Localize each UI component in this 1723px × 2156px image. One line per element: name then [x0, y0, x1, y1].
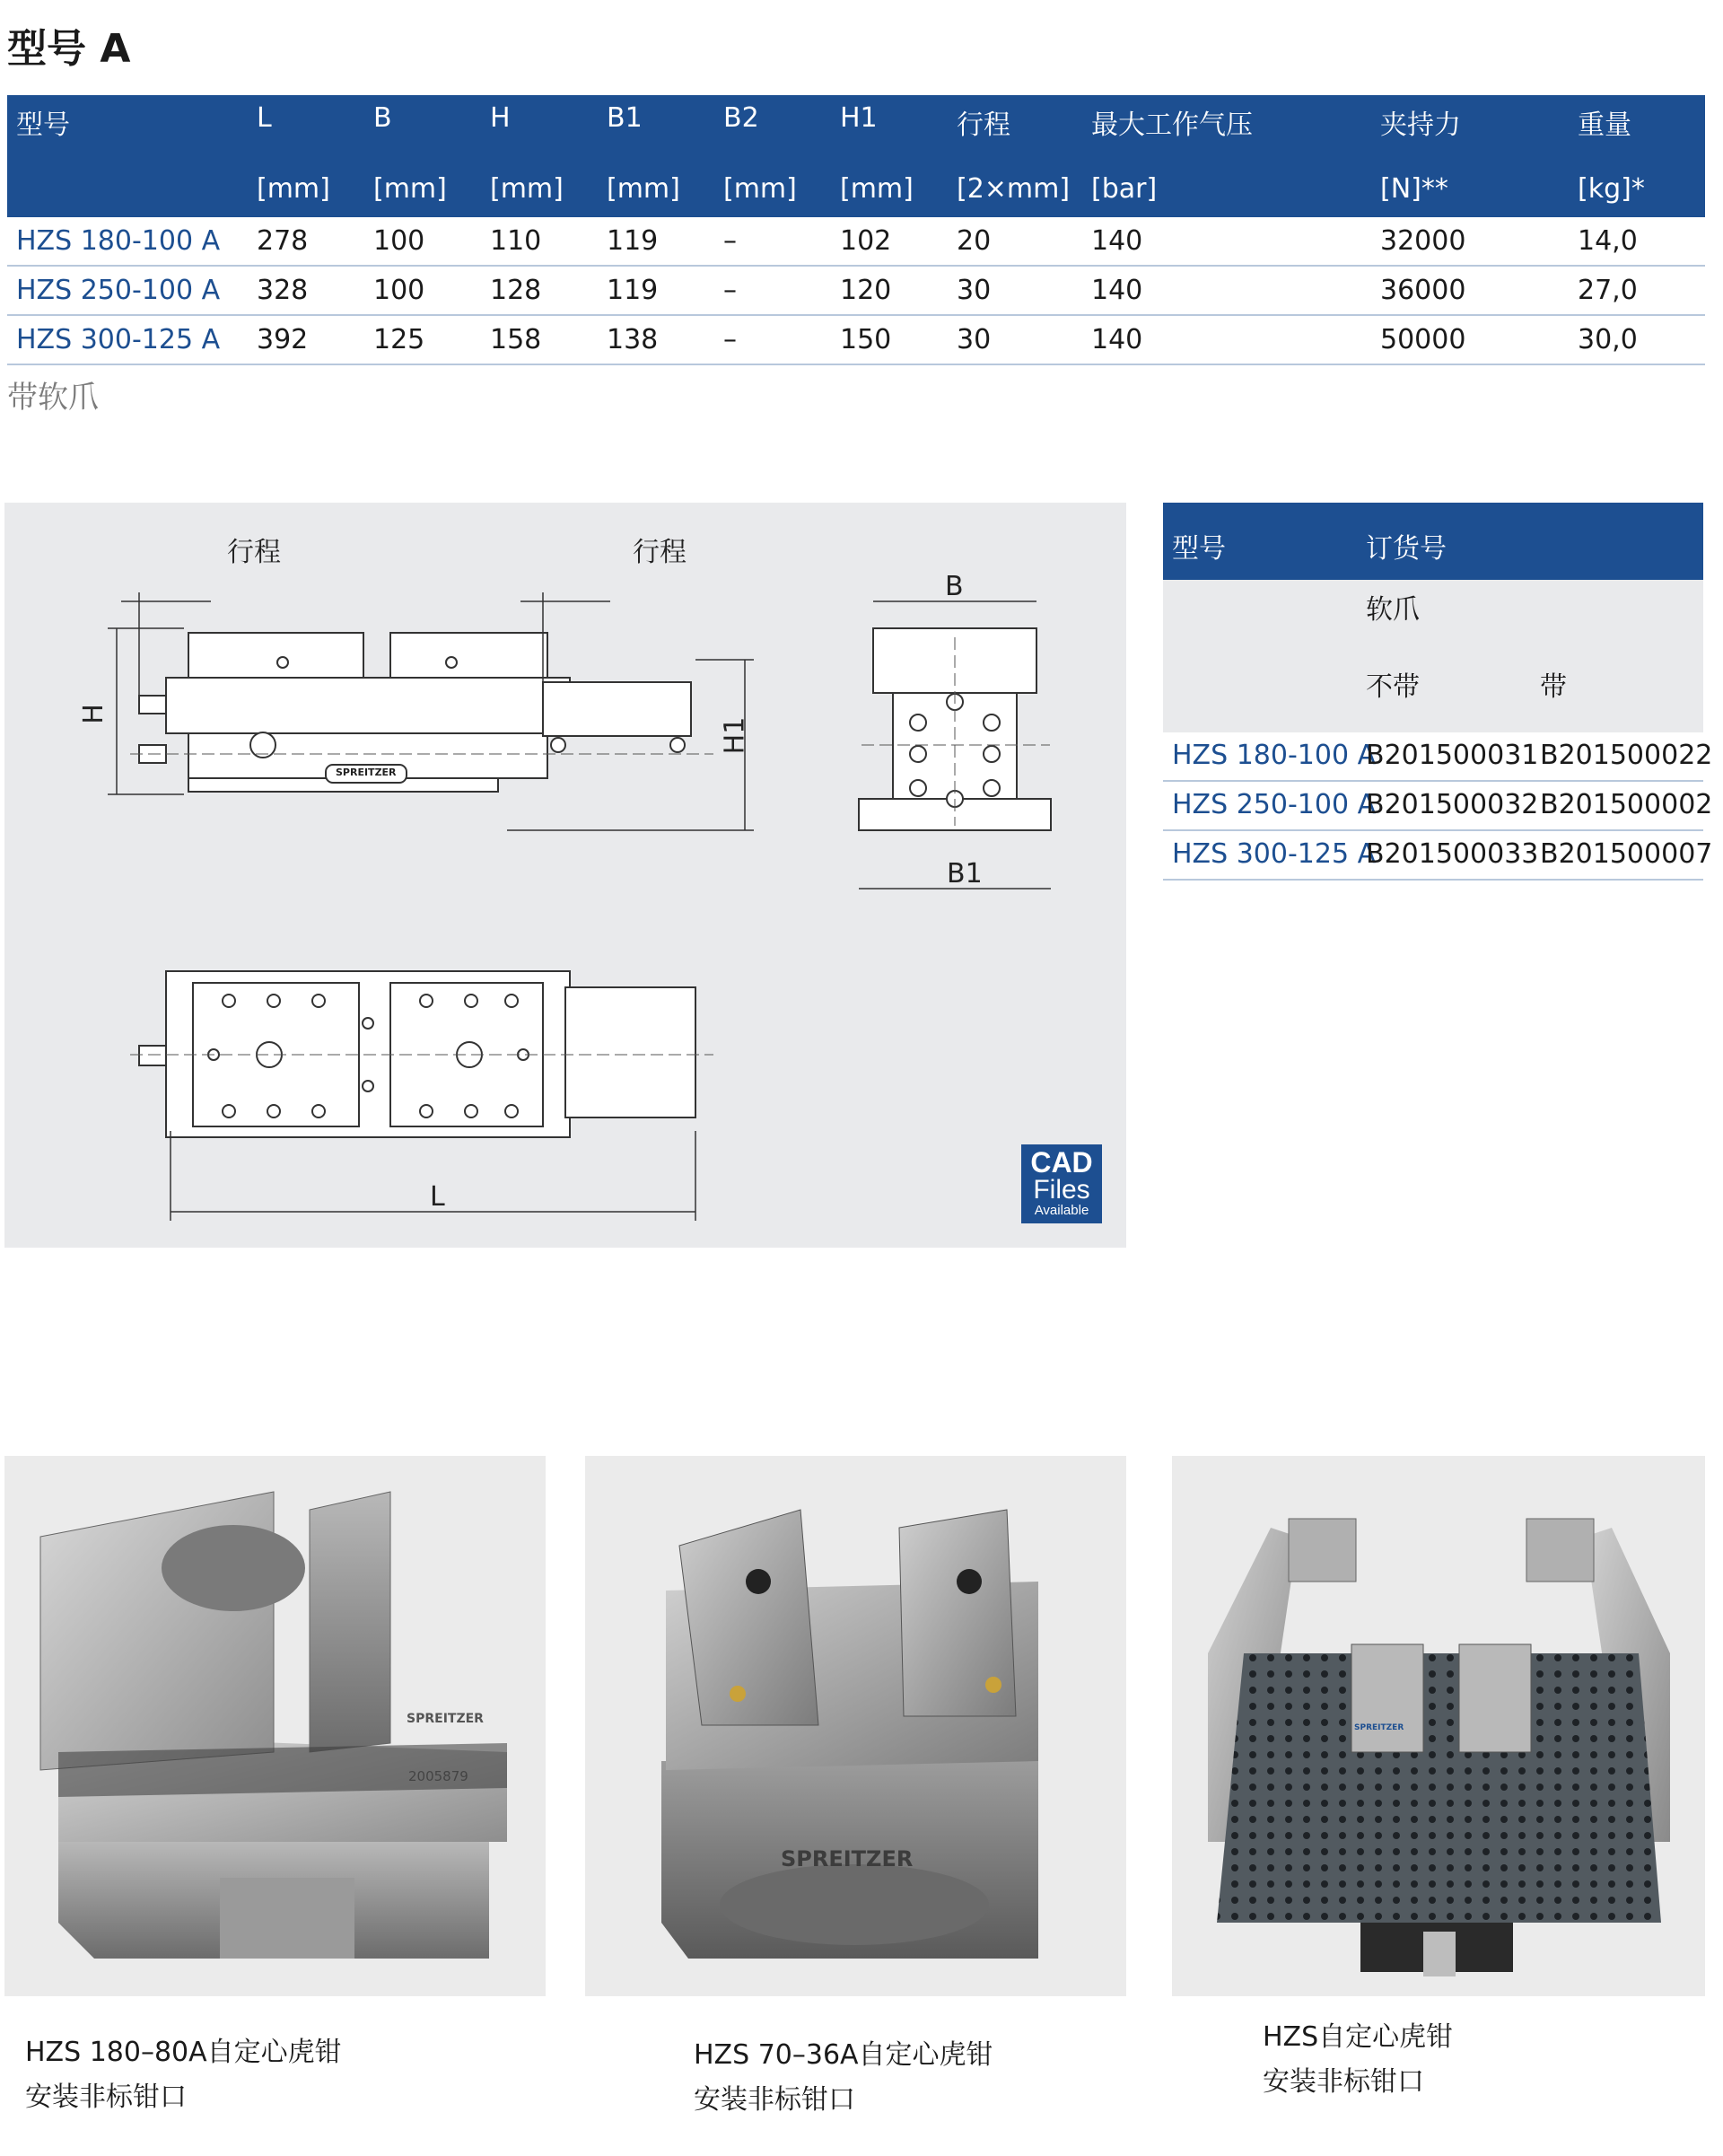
order-model: HZS 180-100 A — [1172, 740, 1377, 771]
page-title: 型号 A — [7, 26, 131, 72]
order-table — [1163, 503, 1713, 881]
order-number-without: B201500031 — [1366, 740, 1539, 771]
order-sub-without: 不带 — [1366, 671, 1420, 703]
model-cell: HZS 250-100 A — [7, 266, 248, 315]
col-header: 行程 — [948, 95, 1082, 160]
hole — [446, 657, 457, 668]
caption-line: 安装非标钳口 — [25, 2082, 187, 2113]
cylinder — [543, 682, 691, 736]
value-cell: 119 — [598, 266, 714, 315]
value-cell: 392 — [248, 315, 364, 364]
unit-header: [mm] — [364, 160, 481, 217]
value-cell: 119 — [598, 217, 714, 266]
order-number-without: B201500032 — [1366, 789, 1539, 820]
unit-header: [N]** — [1371, 160, 1569, 217]
hole — [670, 738, 685, 752]
value-cell: 100 — [364, 266, 481, 315]
unit-header: [mm] — [481, 160, 598, 217]
value-cell: 110 — [481, 217, 598, 266]
order-number-with: B201500002 — [1540, 789, 1713, 820]
order-row — [1163, 732, 1713, 782]
unit-header: [mm] — [598, 160, 714, 217]
col-header: H — [481, 95, 598, 160]
drawing-panel — [4, 503, 1126, 1248]
photo-serial-label: 2005879 — [408, 1768, 468, 1784]
cad-badge-line1: CAD — [1030, 1146, 1093, 1179]
hole — [551, 738, 565, 752]
col-header: B2 — [714, 95, 831, 160]
top-cylinder — [565, 987, 695, 1117]
table-row — [7, 315, 1705, 364]
col-header: B1 — [598, 95, 714, 160]
cad-badge-line3: Available — [1034, 1203, 1089, 1218]
photo-caption-2 — [694, 2033, 993, 2123]
value-cell: 20 — [948, 217, 1082, 266]
value-cell: 14,0 — [1569, 217, 1705, 266]
value-cell: 30 — [948, 266, 1082, 315]
jaw-right — [390, 633, 547, 678]
vise-body-upper — [166, 678, 570, 733]
spec-units-row — [7, 160, 1705, 217]
stroke-label-left: 行程 — [227, 537, 281, 568]
unit-header: [mm] — [831, 160, 948, 217]
order-table-header — [1163, 503, 1703, 580]
table-row — [7, 217, 1705, 266]
unit-header: [bar] — [1082, 160, 1371, 217]
fixture-illustration — [1172, 1456, 1705, 1996]
soft-jaw-note: 带软爪 — [7, 380, 99, 416]
value-cell: 138 — [598, 315, 714, 364]
order-row — [1163, 831, 1713, 881]
vise-illustration — [4, 1456, 546, 1996]
product-photo-1 — [4, 1456, 546, 1996]
value-cell: – — [714, 315, 831, 364]
order-number-with: B201500022 — [1540, 740, 1713, 771]
value-cell: 100 — [364, 217, 481, 266]
value-cell: 158 — [481, 315, 598, 364]
stroke-label-right: 行程 — [633, 537, 687, 568]
order-sub-with: 带 — [1540, 671, 1567, 703]
value-cell: 102 — [831, 217, 948, 266]
unit-header: [mm] — [248, 160, 364, 217]
brand-plate-text: SPREITZER — [336, 767, 397, 778]
dim-label-h1: H1 — [719, 716, 751, 755]
vise-illustration — [585, 1456, 1126, 1996]
value-cell: 32000 — [1371, 217, 1569, 266]
order-model: HZS 250-100 A — [1172, 789, 1377, 820]
order-row — [1163, 782, 1713, 831]
photo-brand-label: SPREITZER — [781, 1846, 914, 1871]
order-model: HZS 300-125 A — [1172, 838, 1377, 870]
value-cell: 36000 — [1371, 266, 1569, 315]
order-number-with: B201500007 — [1540, 838, 1713, 870]
value-cell: 50000 — [1371, 315, 1569, 364]
value-cell: 120 — [831, 266, 948, 315]
order-table-subheader — [1163, 580, 1703, 732]
model-cell: HZS 180-100 A — [7, 217, 248, 266]
col-header: 夹持力 — [1371, 95, 1569, 160]
product-photo-3 — [1172, 1456, 1705, 1996]
table-row — [7, 266, 1705, 315]
value-cell: 328 — [248, 266, 364, 315]
dim-label-l: L — [430, 1181, 445, 1213]
order-header-number: 订货号 — [1366, 533, 1447, 565]
caption-line: 安装非标钳口 — [1263, 2066, 1424, 2098]
value-cell: 30,0 — [1569, 315, 1705, 364]
value-cell: – — [714, 266, 831, 315]
col-header: 型号 — [7, 95, 248, 160]
model-cell: HZS 300-125 A — [7, 315, 248, 364]
order-sub-soft-jaw: 软爪 — [1366, 594, 1420, 626]
caption-line: HZS 180–80A自定心虎钳 — [25, 2037, 342, 2068]
product-photo-2 — [585, 1456, 1126, 1996]
spec-header-row — [7, 95, 1705, 160]
value-cell: – — [714, 217, 831, 266]
spec-table — [7, 95, 1705, 365]
photo-caption-1 — [25, 2030, 342, 2120]
photo-brand-label: SPREITZER — [1354, 1723, 1404, 1732]
col-header: 最大工作气压 — [1082, 95, 1371, 160]
value-cell: 30 — [948, 315, 1082, 364]
col-header: B — [364, 95, 481, 160]
value-cell: 125 — [364, 315, 481, 364]
jaw-left — [188, 633, 363, 678]
photo-caption-3 — [1263, 2015, 1453, 2105]
unit-header: [mm] — [714, 160, 831, 217]
caption-line: 安装非标钳口 — [694, 2084, 855, 2116]
value-cell: 278 — [248, 217, 364, 266]
value-cell: 140 — [1082, 315, 1371, 364]
order-header-model: 型号 — [1172, 533, 1226, 565]
dim-label-b1: B1 — [947, 858, 983, 890]
order-number-without: B201500033 — [1366, 838, 1539, 870]
col-header: H1 — [831, 95, 948, 160]
top-screw — [139, 1046, 166, 1065]
screw-top — [139, 696, 166, 714]
unit-header — [7, 160, 248, 217]
cad-badge-line2: Files — [1033, 1175, 1090, 1205]
dim-label-h: H — [77, 704, 109, 724]
dim-label-b: B — [945, 571, 964, 602]
col-header: 重量 — [1569, 95, 1705, 160]
cad-files-badge[interactable] — [1021, 1144, 1102, 1223]
col-header: L — [248, 95, 364, 160]
value-cell: 128 — [481, 266, 598, 315]
value-cell: 150 — [831, 315, 948, 364]
value-cell: 140 — [1082, 217, 1371, 266]
caption-line: HZS 70–36A自定心虎钳 — [694, 2039, 993, 2071]
unit-header: [kg]* — [1569, 160, 1705, 217]
caption-line: HZS自定心虎钳 — [1263, 2021, 1454, 2053]
unit-header: [2×mm] — [948, 160, 1082, 217]
value-cell: 27,0 — [1569, 266, 1705, 315]
value-cell: 140 — [1082, 266, 1371, 315]
photo-brand-label: SPREITZER — [407, 1712, 484, 1726]
hole — [277, 657, 288, 668]
